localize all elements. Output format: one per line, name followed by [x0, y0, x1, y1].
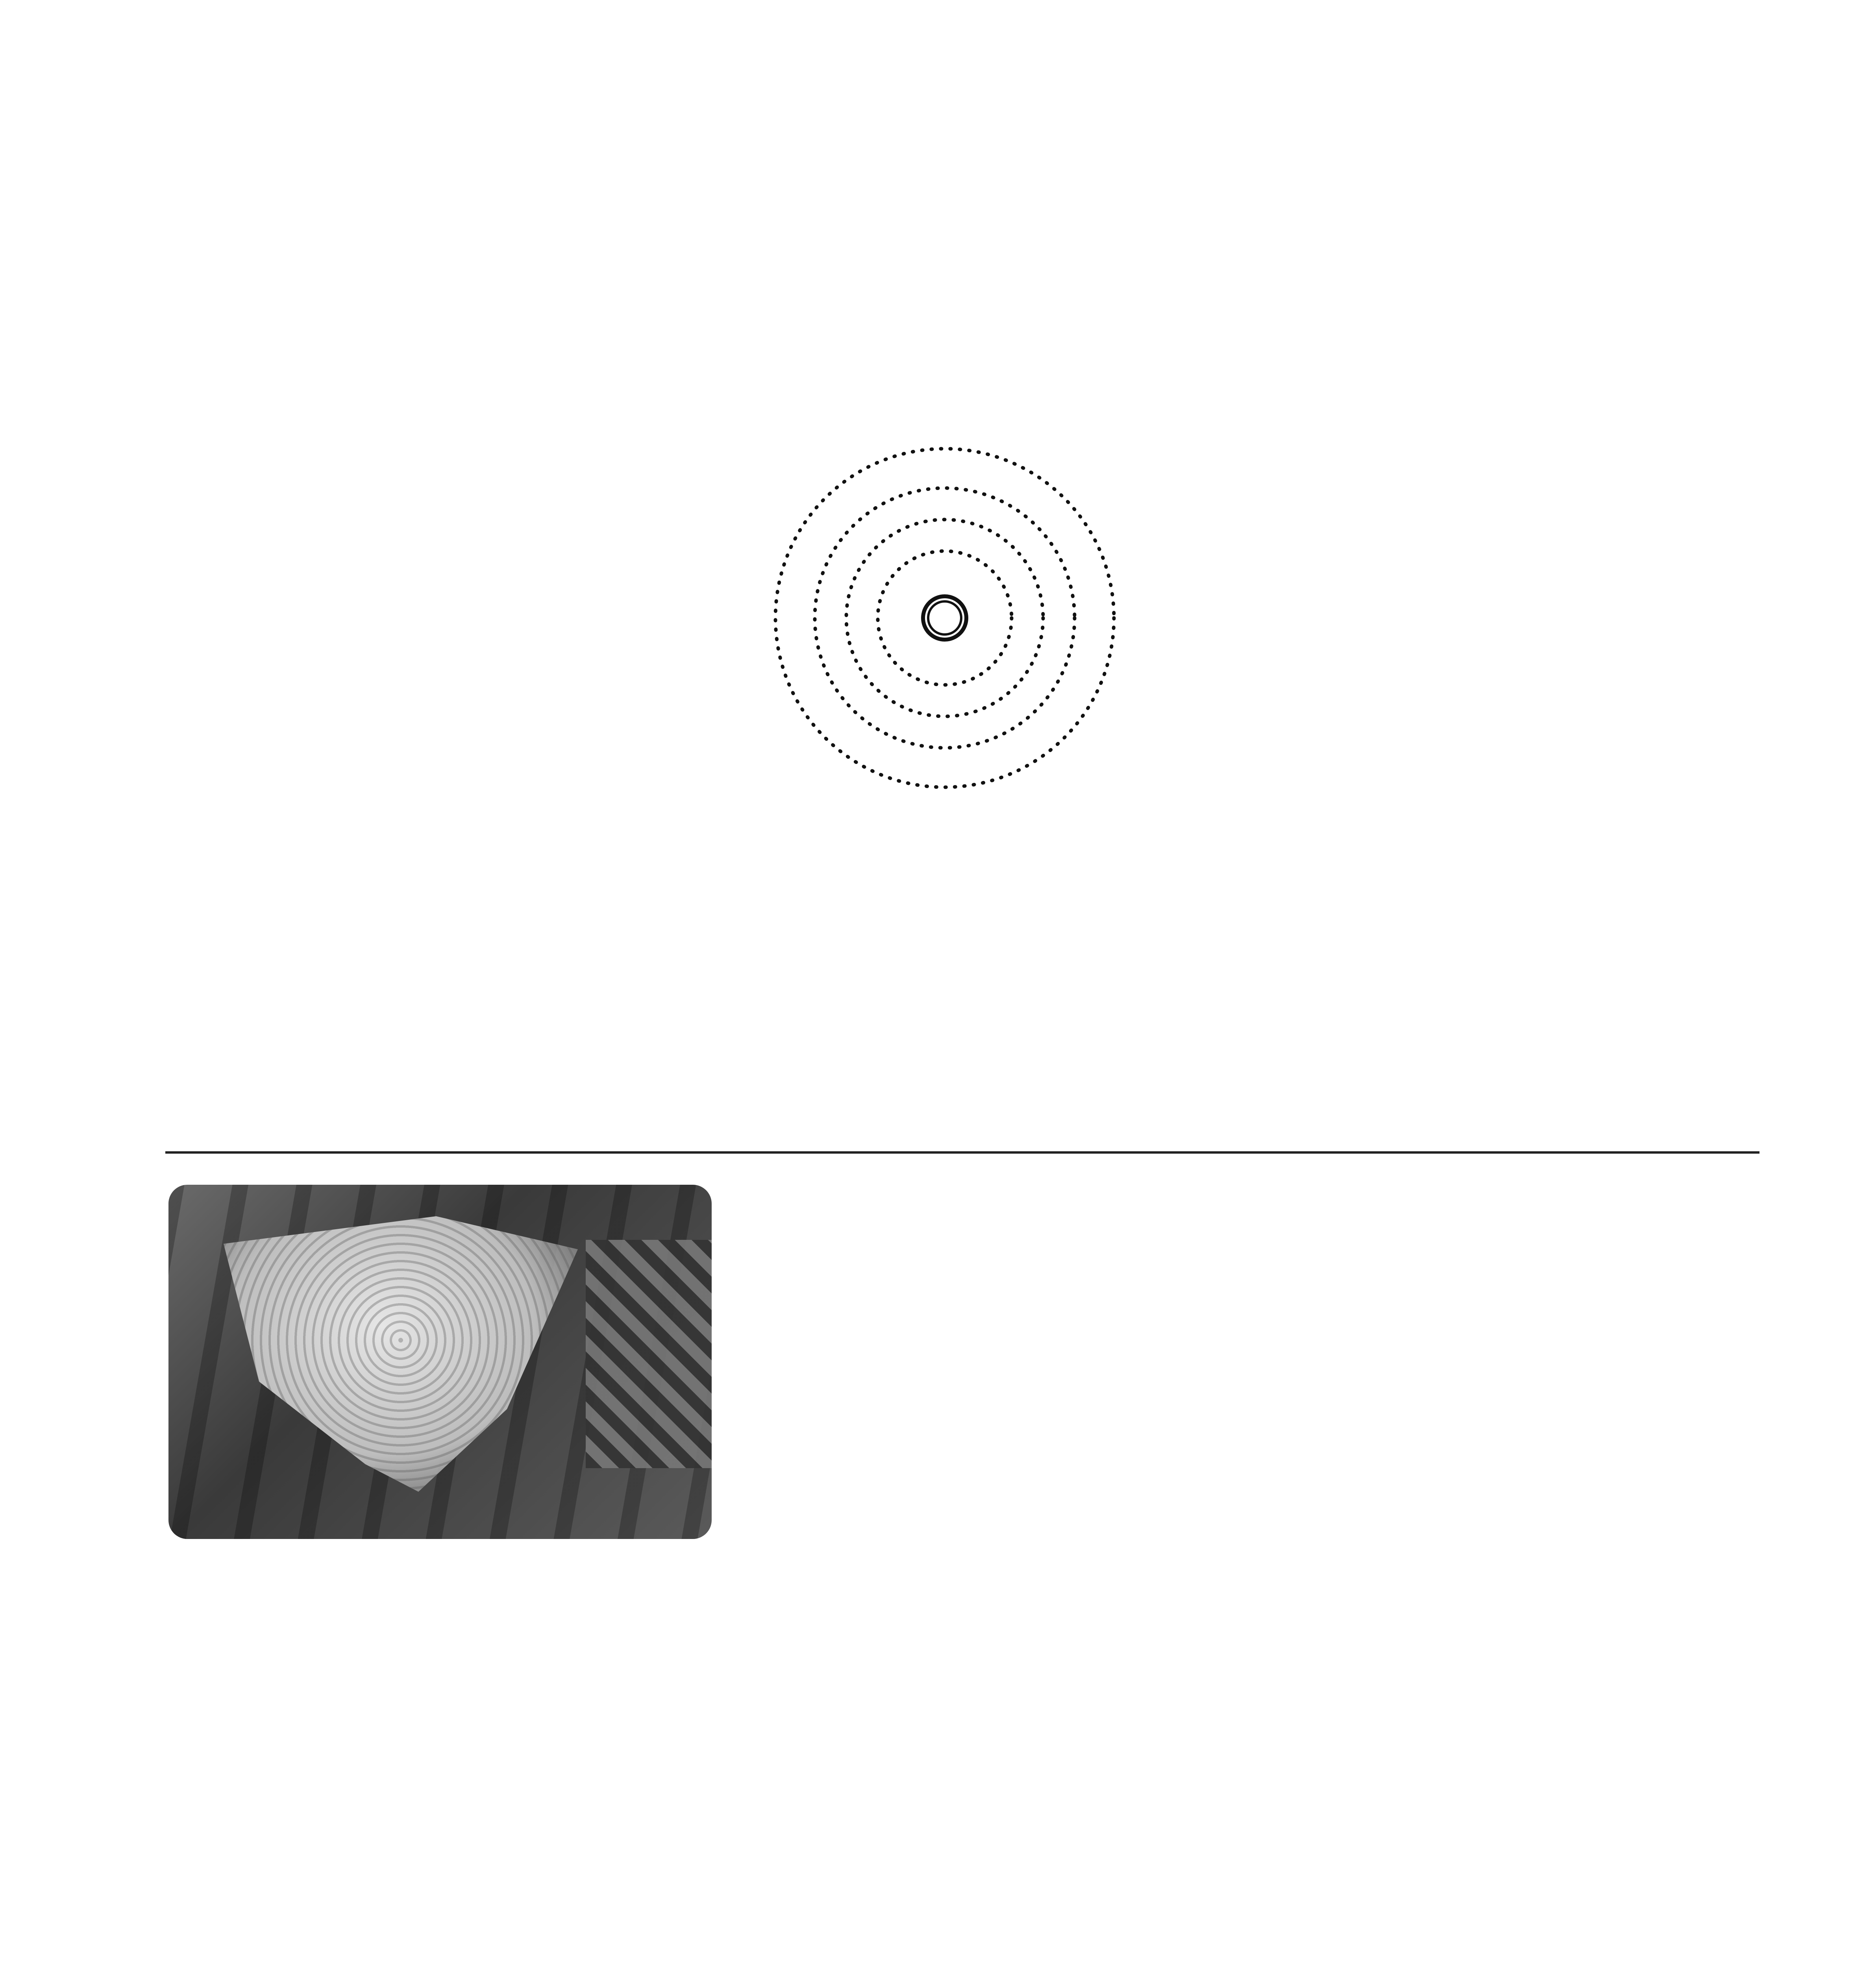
scheme3-diagram [1330, 1236, 1704, 1315]
scheme2-diagram [756, 1370, 1598, 1700]
half-motif-diagram [421, 1704, 1759, 1968]
shawl-photo [168, 1185, 712, 1539]
square-motif-diagram [433, 102, 1464, 1134]
separator-line [165, 1151, 1759, 1154]
